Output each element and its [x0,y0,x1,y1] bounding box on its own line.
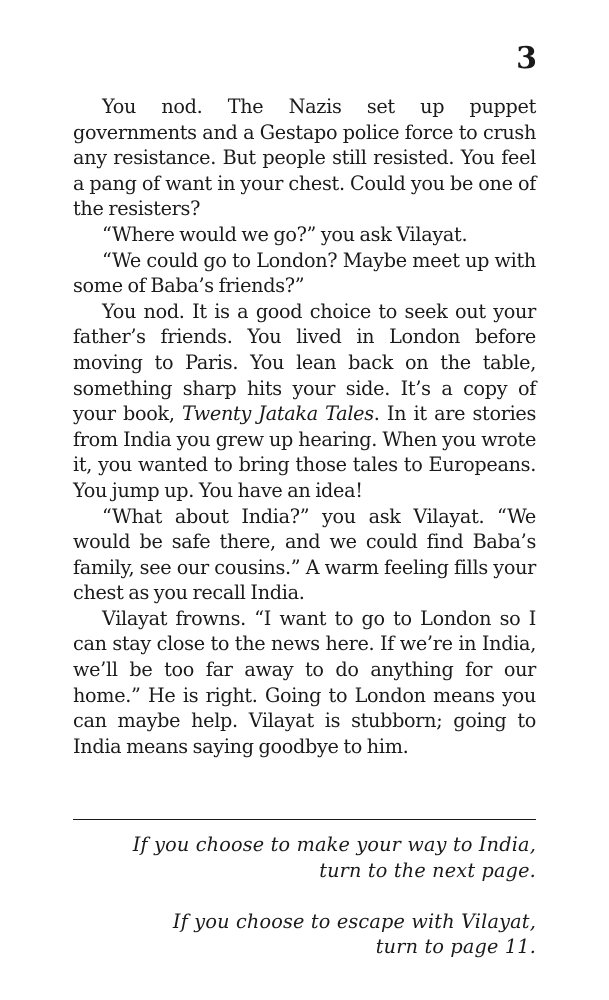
book-title: Twenty Jataka Tales [181,402,374,426]
paragraph: “We could go to London? Maybe meet up with some of Baba’s friends?” [73,248,536,298]
choice-text: If you choose to make your way to India, [132,833,536,856]
choice-text: If you choose to escape with Vilayat, [172,909,536,933]
choice-page: turn to the next page. [319,858,536,882]
choice-page: turn to page 11. [375,935,536,959]
paragraph [73,299,536,504]
divider [73,819,536,820]
story-text [73,94,536,759]
paragraph-text: . In it are stories from India you grew up hearing. When you wrote it, you wanted to bring those tales to Europeans. You jump up. You have an idea! [73,402,537,502]
paragraph: “What about India?” you ask Vilayat. “We would be safe there, and we could find Baba’s family, see our cousins.” A warm feeling fills your chest as you recall India. [73,504,536,605]
choices [73,832,536,986]
paragraph: “Where would we go?” you ask Vilayat. [102,222,468,246]
paragraph: You nod. The Nazis set up puppet governments and a Gestapo police force to crush any resistance. But people still resisted. You feel a pang of want in your chest. Could you be one of the resisters? [73,95,536,221]
choice-vilayat[interactable] [73,909,536,960]
paragraph: Vilayat frowns. “I want to go to London so I can stay close to the news here. If we’re in India, we’ll be too far away to do anything for our home.” He is right. Going to London means you can maybe help. Vilayat is stubborn; going to India means saying goodbye to him. [73,606,536,758]
choice-india[interactable] [73,832,536,883]
paragraph-text: You nod. It is a good choice to seek out your father’s friends. You lived in London before moving to Paris. You lean back on the table, something sharp hits your side. It’s a copy of your book, [73,299,536,426]
page-number: 3 [516,41,537,76]
